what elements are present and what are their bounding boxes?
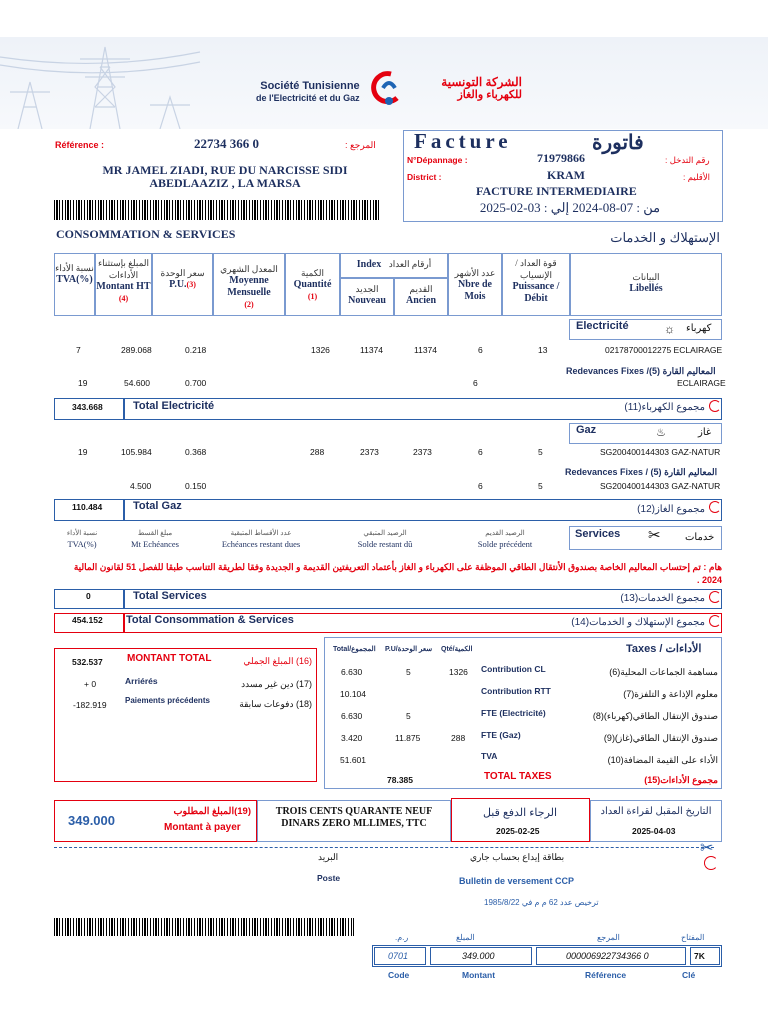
steg-mark-icon xyxy=(709,501,721,513)
ccp-label-ar: بطاقة إيداع بحساب جاري xyxy=(470,852,565,862)
gaz-label: Gaz xyxy=(576,424,597,436)
poste-label: Poste xyxy=(317,873,341,883)
depannage-value: 71979866 xyxy=(537,151,585,165)
slip-code-value: 0701 xyxy=(388,951,409,961)
totals-box xyxy=(54,648,317,782)
amount-label-ar: (19)المبلغ المطلوب xyxy=(173,806,251,817)
slip-footer-code: Code xyxy=(388,970,410,980)
lightbulb-icon: ☼ xyxy=(664,322,675,336)
next-reading-label-ar: التاريخ المقبل لقراءة العداد xyxy=(600,806,712,817)
services-label: Services xyxy=(575,528,621,540)
services-th-solde: الرصيد المتبقي Solde restant dû xyxy=(357,530,413,549)
grand-total-label: Total Consommation & Services xyxy=(126,614,294,626)
taxes-th-pu: P.U/سعر الوحدة xyxy=(385,646,433,653)
total-services-label-ar: مجموع الخدمات(13) xyxy=(620,593,705,604)
total-taxes-label-ar: مجموع الأداءات(15) xyxy=(644,775,718,785)
th-pu: سعر الوحدة P.U.(3) xyxy=(160,268,205,290)
taxes-th-qte: Qté/الكمية xyxy=(441,646,473,653)
reference-label-ar: المرجع : xyxy=(345,140,376,150)
facture-title-fr: Facture xyxy=(414,129,512,153)
next-reading-value: 2025-04-03 xyxy=(632,826,676,836)
paiements-label-ar: (18) دفوعات سابقة xyxy=(239,699,312,709)
customer-address: MR JAMEL ZIADI, RUE DU NARCISSE SIDI ABEDLAAZIZ , LA MARSA xyxy=(102,163,348,190)
montant-total-label: MONTANT TOTAL xyxy=(127,653,212,664)
arrieres-value: + 0 xyxy=(84,679,97,689)
th-index: Index أرقام العداد xyxy=(356,259,432,270)
montant-total-label-ar: (16) المبلغ الجملي xyxy=(243,656,312,666)
steg-mark-icon xyxy=(709,615,721,627)
th-mois: عدد الأشهر Nbre de Mois xyxy=(454,268,496,302)
paiements-value: -182.919 xyxy=(73,700,107,710)
th-nouveau: الجديد Nouveau xyxy=(348,284,386,306)
total-taxes-label: TOTAL TAXES xyxy=(484,771,552,782)
th-ancien: القديم Ancien xyxy=(406,284,436,306)
taxes-th-total: Total/المجموع xyxy=(333,646,376,653)
license-text: ترخيص عدد 62 م م في 1985/8/22 xyxy=(484,898,599,907)
steg-mark-icon xyxy=(704,856,718,870)
slip-th-code-ar: ر.م. xyxy=(395,933,409,942)
slip-cle-value: 7K xyxy=(694,951,705,961)
grand-total-value: 454.152 xyxy=(72,615,103,625)
arrieres-label: Arriérés xyxy=(125,676,158,686)
total-services-value: 0 xyxy=(86,591,91,601)
notice-text: هام : تم إحتساب المعاليم الخاصة بصندوق الأنتقال الطاقي الموظفة على الكهرباء و الغاز بأعتماد التعريفتين القديمة و الجديدة وفقا لطريقة التناسب طبقا للفصل 51 لقانون المالية 2024 . xyxy=(73,562,722,585)
arrieres-label-ar: (17) دين غير مسدد xyxy=(241,679,312,689)
tools-icon: ✂ xyxy=(648,527,661,544)
steg-mark-icon xyxy=(709,591,721,603)
th-libelles: البيانات Libellés xyxy=(629,272,663,294)
slip-footer-ref: Référence xyxy=(585,970,627,980)
slip-montant-value: 349.000 xyxy=(462,951,495,961)
th-tva: نسبة الأداء TVA(%) xyxy=(55,263,94,285)
services-label-ar: خدمات xyxy=(685,532,715,543)
total-electricite-value: 343.668 xyxy=(72,402,103,412)
facture-period: من : 07-08-2024 إلي : 03-02-2025 xyxy=(479,200,661,215)
ccp-label: Bulletin de versement CCP xyxy=(459,876,575,886)
section-title-fr: CONSOMMATION & SERVICES xyxy=(56,227,236,241)
cut-line xyxy=(54,847,714,848)
taxes-title: Taxes / الأداءات xyxy=(626,643,702,655)
slip-footer-montant: Montant xyxy=(462,970,496,980)
district-value: KRAM xyxy=(547,168,585,182)
services-th-echeances: مبلغ القسط Mt Echéances xyxy=(131,530,179,549)
district-label: District : xyxy=(407,172,442,182)
poste-label-ar: البريد xyxy=(318,852,339,862)
slip-ref-value: 000006922734366 0 xyxy=(566,951,649,961)
th-puissance: قوة العداد / الإنسياب Puissance / Débit xyxy=(512,258,560,304)
amount-value: 349.000 xyxy=(68,813,115,828)
total-gaz-label: Total Gaz xyxy=(133,500,182,512)
gaz-label-ar: غاز xyxy=(698,427,712,438)
reference-value: 22734 366 0 xyxy=(194,136,259,151)
total-electricite-label-ar: مجموع الكهرباء(11) xyxy=(624,402,705,413)
slip-footer-cle: Clé xyxy=(682,970,696,980)
facture-type: FACTURE INTERMEDIAIRE xyxy=(476,184,637,198)
services-th-restant: عدد الأقساط المتبقية Echéances restant dues xyxy=(221,530,301,549)
barcode-top xyxy=(54,200,380,220)
th-quantite: الكمية Quantité (1) xyxy=(293,268,332,301)
services-th-precedent: الرصيد القديم Solde précédent xyxy=(477,530,533,549)
grand-total-label-ar: مجموع الإستهلاك و الخدمات(14) xyxy=(571,617,705,628)
due-date-label-ar: الرجاء الدفع قبل xyxy=(482,807,558,819)
gaz-redevances-label: Redevances Fixes / (5) المعاليم القارة xyxy=(565,467,718,477)
slip-th-ref-ar: المرجع xyxy=(597,933,620,942)
electricite-label-ar: كهرباء xyxy=(686,323,712,334)
total-services-label: Total Services xyxy=(133,590,207,602)
th-moyenne: المعدل الشهري Moyenne Mensuelle (2) xyxy=(220,264,278,309)
electricite-redevances-label: Redevances Fixes /(5) المعاليم القارة xyxy=(566,366,716,376)
consumption-table-header xyxy=(54,253,722,316)
depannage-label: N°Dépannage : xyxy=(407,155,468,165)
services-th-tva: نسبة الأداء TVA(%) xyxy=(66,530,98,549)
reference-label: Référence : xyxy=(55,140,105,150)
facture-title-ar: فاتورة xyxy=(592,132,644,154)
district-label-ar: الأقليم : xyxy=(683,172,711,182)
section-title-ar: الإستهلاك و الخدمات xyxy=(610,230,720,245)
total-electricite-label: Total Electricité xyxy=(133,400,215,412)
total-taxes-value: 78.385 xyxy=(387,775,413,785)
steg-mark-icon xyxy=(709,400,721,412)
total-gaz-value: 110.484 xyxy=(72,502,103,512)
slip-th-montant-ar: المبلغ xyxy=(456,933,475,942)
flame-icon: ♨ xyxy=(656,427,666,439)
electricite-label: Electricité xyxy=(576,320,629,332)
amount-words: TROIS CENTS QUARANTE NEUF DINARS ZERO MLLIMES, TTC xyxy=(275,806,433,829)
company-name-ar: الشركة التونسية للكهرباء والغاز xyxy=(441,75,522,101)
steg-logo-icon xyxy=(369,68,403,110)
depannage-label-ar: رقم التدخل : xyxy=(665,155,710,165)
barcode-bottom xyxy=(54,918,354,936)
th-montant: المبلغ بإستثناء الأداءات Montant HT (4) xyxy=(96,258,151,303)
due-date-value: 2025-02-25 xyxy=(496,826,540,836)
total-gaz-label-ar: مجموع الغاز(12) xyxy=(637,504,705,515)
paiements-label: Paiements précédents xyxy=(125,696,210,705)
amount-label: Montant à payer xyxy=(164,822,241,833)
montant-total-value: 532.537 xyxy=(72,657,103,667)
company-name-fr: Société Tunisienne de l'Electricité et du Gaz xyxy=(256,80,360,103)
scissors-icon: ✂ xyxy=(700,840,714,857)
slip-th-cle-ar: المفتاح xyxy=(681,933,705,942)
